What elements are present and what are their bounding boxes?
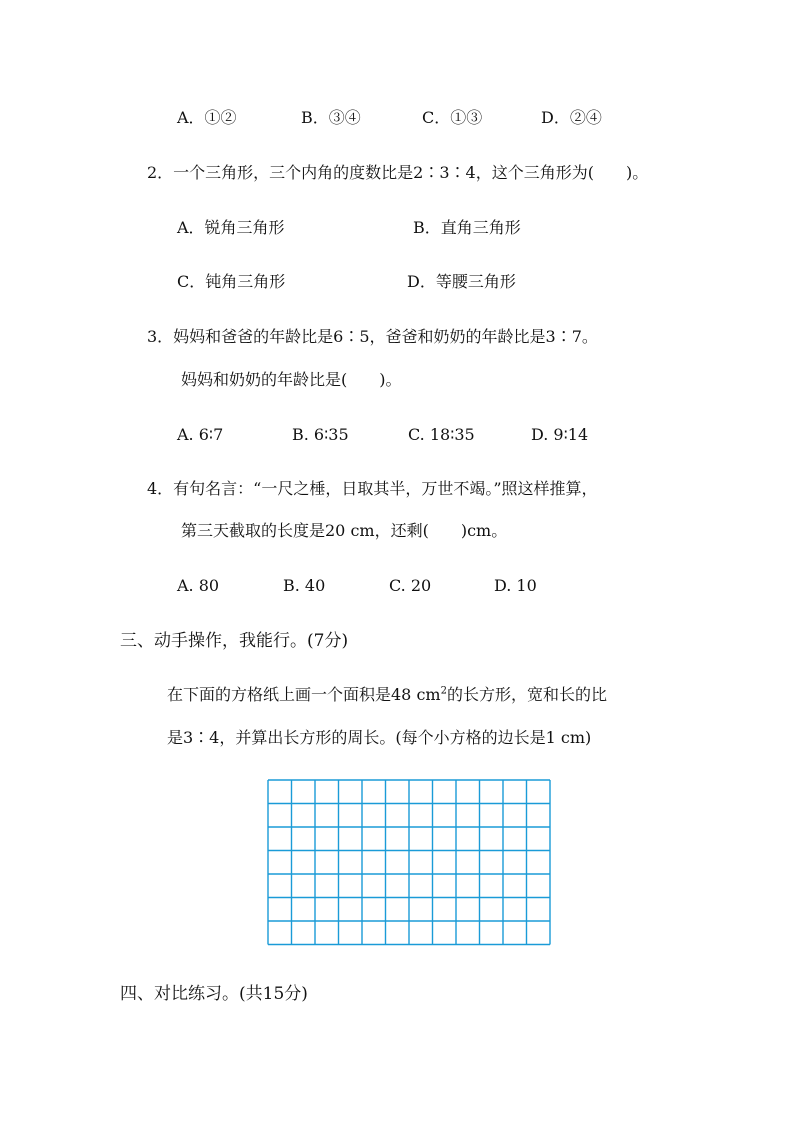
section3-title: 三、动手操作，我能行。(7分) — [120, 631, 349, 651]
q4-stem-line2: 第三天截取的长度是20 cm，还剩( )cm。 — [181, 521, 508, 540]
section3-instruction-line1 — [167, 685, 607, 705]
section4-title: 四、对比练习。(共15分) — [120, 984, 308, 1004]
q2-option-b: B．直角三角形 — [413, 218, 521, 237]
section3-line1-superscript: 2 — [440, 685, 447, 697]
q3-stem-line2: 妈妈和奶奶的年龄比是( )。 — [181, 370, 402, 389]
grid-svg[interactable] — [267, 779, 553, 947]
section3-line1-post: 的长方形，宽和长的比 — [446, 685, 607, 704]
q4-option-d: D. 10 — [494, 576, 537, 595]
q2-stem: 2．一个三角形，三个内角的度数比是2∶3∶4，这个三角形为( )。 — [147, 163, 649, 182]
q4-stem-line1: 4．有句名言：“一尺之棰，日取其半，万世不竭。”照这样推算， — [147, 479, 598, 498]
q4-option-a: A. 80 — [177, 576, 220, 595]
section3-instruction-line2: 是3∶4，并算出长方形的周长。(每个小方格的边长是1 cm) — [167, 728, 592, 747]
grid-paper[interactable] — [267, 779, 553, 947]
q1-option-c: C．①③ — [422, 108, 483, 127]
q3-option-a: A. 6∶7 — [177, 425, 224, 444]
q3-option-d: D. 9∶14 — [531, 425, 589, 444]
q2-option-a: A．锐角三角形 — [177, 218, 285, 237]
q3-option-b: B. 6∶35 — [292, 425, 349, 444]
q1-option-a: A．①② — [177, 108, 237, 127]
q3-stem-line1: 3．妈妈和爸爸的年龄比是6∶5，爸爸和奶奶的年龄比是3∶7。 — [147, 327, 598, 346]
q4-option-b: B. 40 — [283, 576, 326, 595]
section3-line1-pre: 在下面的方格纸上画一个面积是48 cm — [167, 685, 441, 704]
q1-option-b: B．③④ — [301, 108, 361, 127]
q4-option-c: C. 20 — [389, 576, 432, 595]
q2-option-d: D．等腰三角形 — [407, 272, 516, 291]
q1-option-d: D．②④ — [541, 108, 602, 127]
q3-option-c: C. 18∶35 — [408, 425, 475, 444]
q2-option-c: C．钝角三角形 — [177, 272, 286, 291]
